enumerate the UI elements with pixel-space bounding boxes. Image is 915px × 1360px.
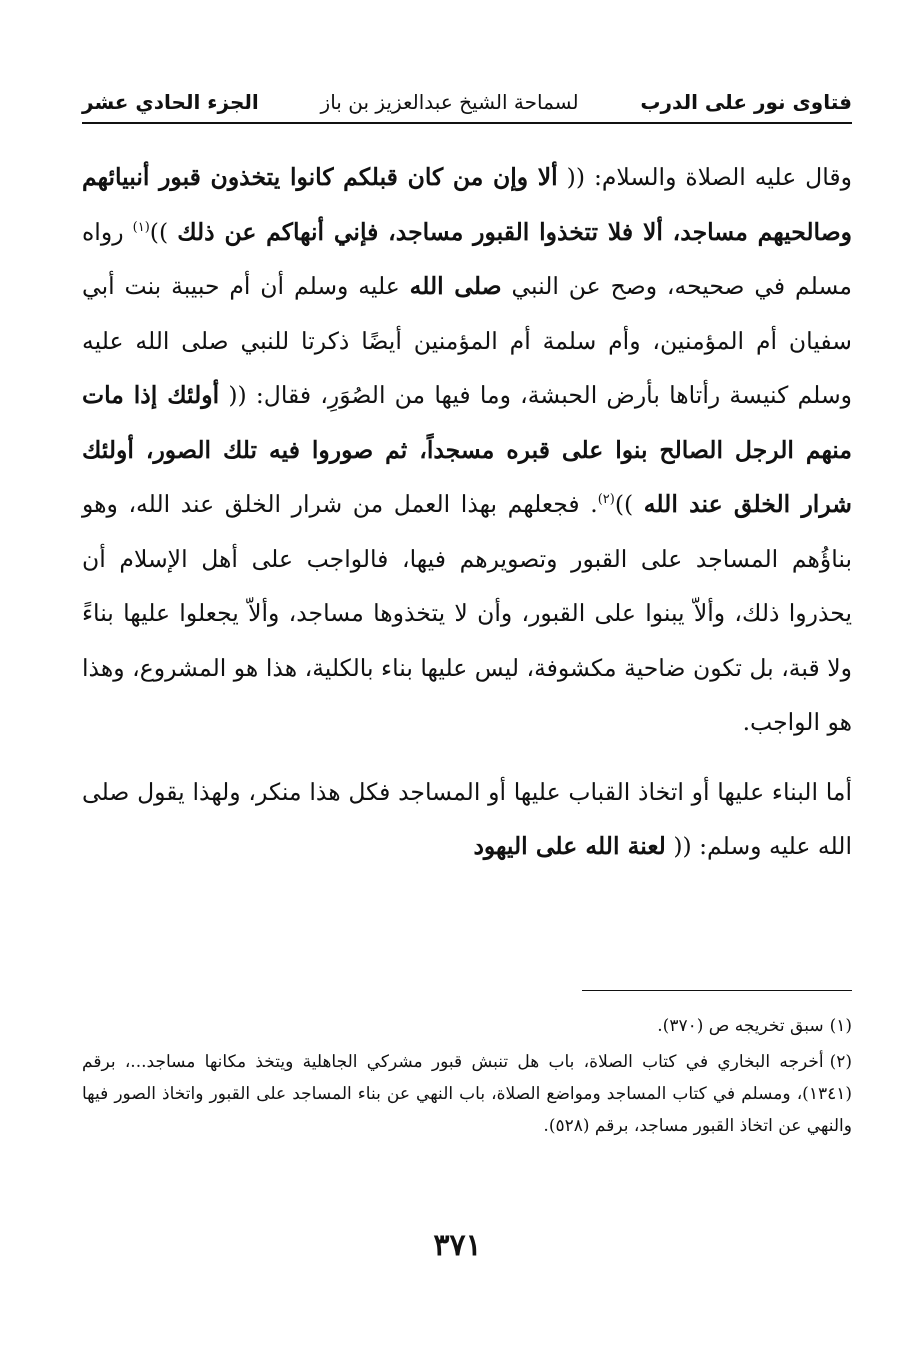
main-text <box>82 150 852 889</box>
header-divider <box>82 122 852 124</box>
footnote-number: (١) <box>829 1016 852 1036</box>
running-header <box>82 80 852 114</box>
hadith-quote: ألا وإن من كان قبلكم كانوا يتخذون قبور أنبيائهم وصالحيهم مساجد، ألا فلا تتخذوا القبور مساجد، فإني أنهاكم عن ذلك <box>82 163 853 246</box>
text-run: . فجعلهم بهذا العمل من شرار الخلق عند الله، وهو بناؤُهم المساجد على القبور وتصويرهم فيها، فالواجب على أهل الإسلام أن يحذروا ذلك، وألاّ يبنوا على القبور، وأن لا يتخذوها مساجد، وألاّ يجعلوا عليها بناءً ولا قبة، بل تكون ضاحية مكشوفة، ليس عليها بناء بالكلية، هذا هو المشروع، وهذا هو الواجب. <box>82 490 852 736</box>
footnote <box>82 1010 852 1042</box>
footnote-text: أخرجه البخاري في كتاب الصلاة، باب هل تنبش قبور مشركي الجاهلية ويتخذ مكانها مساجد...، برقم (١٣٤١)، ومسلم في كتاب المساجد ومواضع الصلاة، باب النهي عن بناء المساجد على القبور واتخاذ الصور فيها والنهي عن اتخاذ القبور مساجد، برقم (٥٢٨). <box>82 1052 852 1136</box>
footnote-ref: (٢) <box>597 492 615 508</box>
footnote-number: (٢) <box>829 1052 852 1072</box>
text-run: رواه مسلم في صحيحه، وصح عن النبي <box>82 217 852 300</box>
volume-part: الجزء الحادي عشر <box>82 90 259 114</box>
hadith-quote: لعنة الله على اليهود <box>473 832 666 860</box>
paragraph <box>82 150 852 750</box>
text-run: وقال عليه الصلاة والسلام: (( <box>557 163 852 191</box>
footnote-text: سبق تخريجه ص (٣٧٠). <box>657 1016 824 1036</box>
page-number: ٣٧١ <box>433 1228 482 1263</box>
paragraph <box>82 765 852 874</box>
book-title: فتاوى نور على الدرب <box>640 90 852 114</box>
footnote <box>82 1046 852 1142</box>
author-name: لسماحة الشيخ عبدالعزيز بن باز <box>320 90 579 114</box>
text-run: عليه وسلم أن أم حبيبة بنت أبي سفيان أم المؤمنين، وأم سلمة أم المؤمنين أيضًا ذكرتا للنبي صلى الله عليه وسلم كنيسة رأتاها بأرض الحبشة، وما فيها من الصُوَرِ، فقال: (( <box>82 272 852 409</box>
text-run: أما البناء عليها أو اتخاذ القباب عليها أو المساجد فكل هذا منكر، ولهذا يقول صلى الله عليه وسلم: (( <box>82 777 852 860</box>
text-run: )) <box>614 490 644 518</box>
hadith-quote: أولئك إذا مات منهم الرجل الصالح بنوا على قبره مسجداً، ثم صوروا فيه تلك الصور، أولئك شرار الخلق عند الله <box>82 381 852 518</box>
hadith-quote: صلى الله <box>409 272 502 300</box>
footnote-divider <box>582 990 852 991</box>
footnotes <box>82 1010 852 1146</box>
text-run: )) <box>149 217 178 246</box>
footnote-ref: (١) <box>132 219 150 235</box>
